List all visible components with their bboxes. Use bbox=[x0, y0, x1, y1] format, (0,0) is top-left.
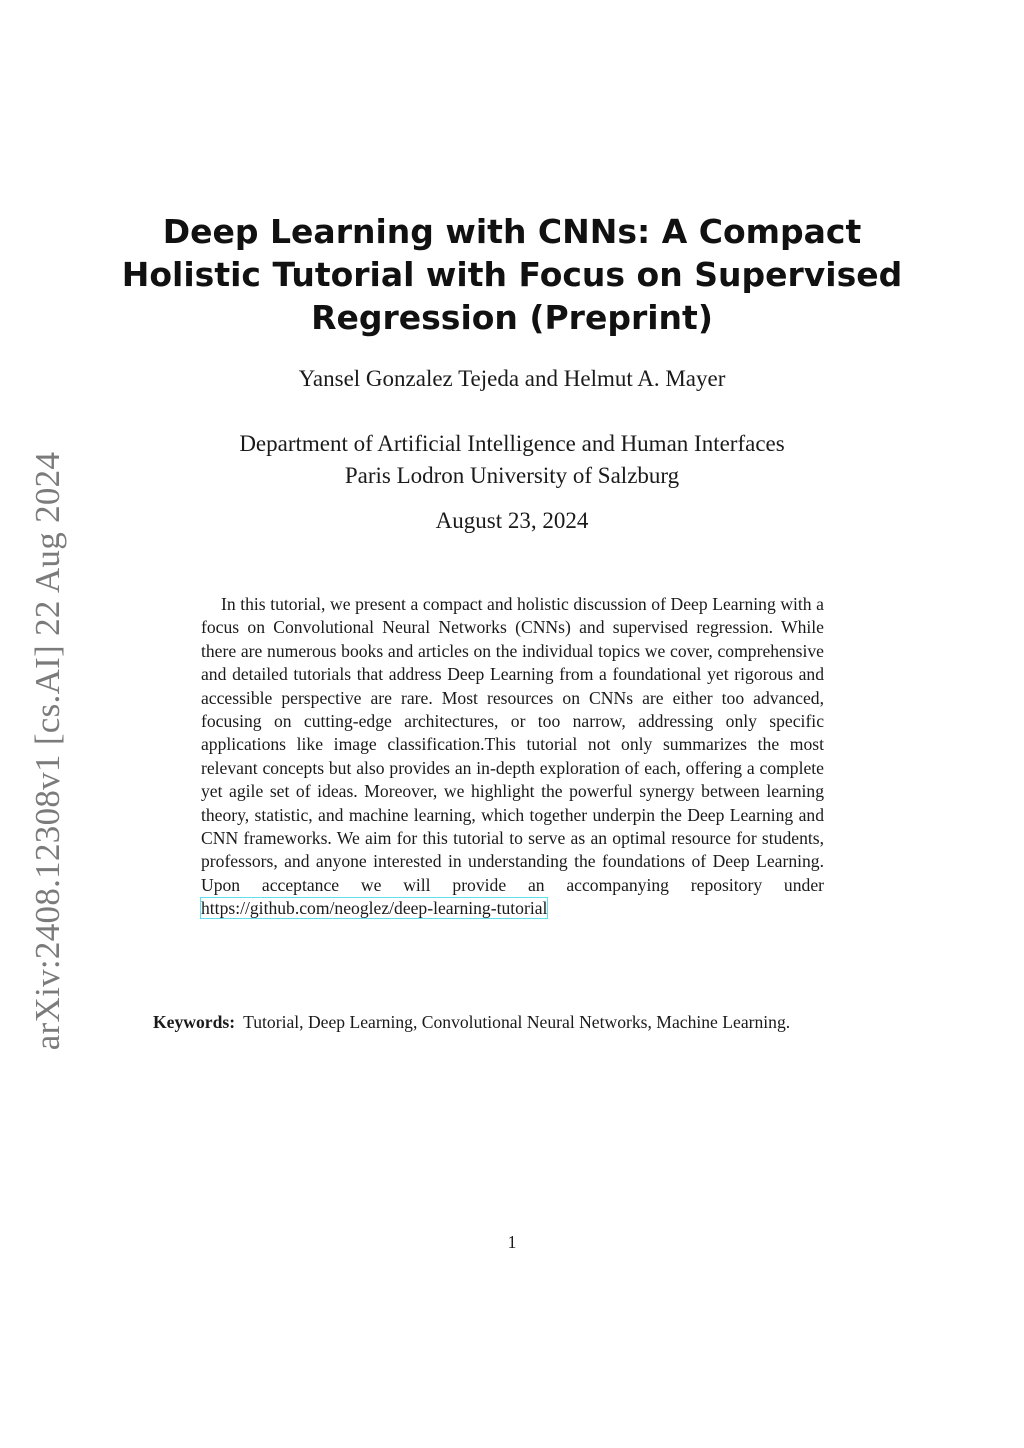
title-line: Holistic Tutorial with Focus on Supervised bbox=[121, 255, 903, 294]
title-line: Deep Learning with CNNs: A Compact bbox=[162, 212, 862, 251]
keywords bbox=[153, 1010, 871, 1034]
keywords-label: Keywords: bbox=[153, 1012, 236, 1032]
title-line: Regression (Preprint) bbox=[311, 298, 713, 337]
publication-date: August 23, 2024 bbox=[435, 508, 589, 533]
arxiv-identifier-stamp: arXiv:2408.12308v1 [cs.AI] 22 Aug 2024 bbox=[28, 451, 67, 1051]
department-name: Department of Artificial Intelligence and Human Interfaces bbox=[239, 431, 785, 456]
repository-link[interactable]: https://github.com/neoglez/deep-learning-tutorial bbox=[201, 898, 548, 919]
abstract bbox=[201, 593, 824, 921]
author-list: Yansel Gonzalez Tejeda and Helmut A. Mayer bbox=[298, 366, 726, 391]
keywords-text: Tutorial, Deep Learning, Convolutional Neural Networks, Machine Learning. bbox=[243, 1012, 791, 1032]
abstract-text: In this tutorial, we present a compact and holistic discussion of Deep Learning with a focus on Convolutional Neural Networks (CNNs) and supervised regression. While there are numerous books and articles on the individual topics we cover, comprehensive and detailed tutorials that address Deep Learning from a foundational yet rigorous and accessible perspective are rare. Most resources on CNNs are either too advanced, focusing on cutting-edge architectures, or too narrow, addressing only specific applications like image classification.This tutorial not only summarizes the most relevant concepts but also provides an in-depth exploration of each, offering a complete yet agile set of ideas. Moreover, we highlight the powerful synergy between learning theory, statistic, and machine learning, which together underpin the Deep Learning and CNN frameworks. We aim for this tutorial to serve as an optimal resource for students, professors, and anyone interested in understanding the foundations of Deep Learning. Upon acceptance we will provide an accompanying repository under bbox=[201, 594, 824, 895]
affiliation bbox=[0, 428, 1024, 492]
paper-title bbox=[120, 210, 904, 339]
university-name: Paris Lodron University of Salzburg bbox=[344, 463, 680, 488]
page-number: 1 bbox=[507, 1232, 517, 1252]
